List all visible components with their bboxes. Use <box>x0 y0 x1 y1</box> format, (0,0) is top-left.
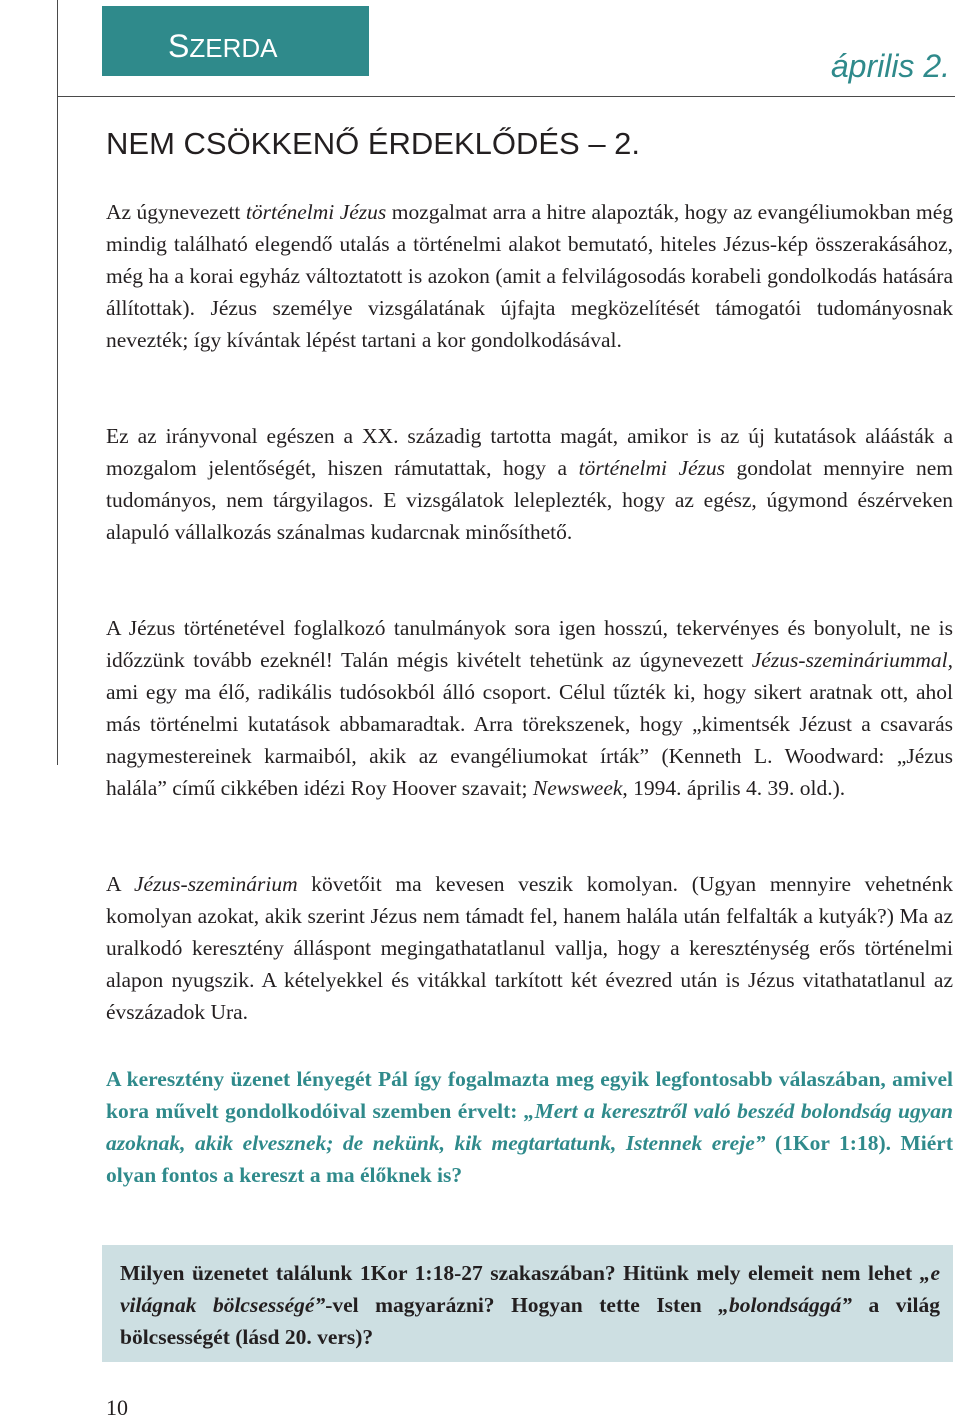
italic-phrase: „bolondsággá” <box>718 1293 853 1317</box>
day-initial: S <box>168 28 190 64</box>
paragraph-3: A Jézus történetével foglalkozó tanulmányok sora igen hosszú, tekervényes és bonyolult, ne is időzzünk tovább ezeknél! Talán mégis kivételt tehetünk az úgynevezett Jézus-szemináriummal, ami egy ma élő, radikális tudósokból álló csoport. Célul tűzték ki, hogy sikert aratnak ott, ahol más történelmi kutatások abbamaradtak. Arra törekszenek, hogy „kimentsék Jézust a csavarás nagymestereinek karmaiból, akik az evangéliumokat írták” (Kenneth L. Woodward: „Jézus halála” című cikkében idézi Roy Hoover szavait; Newsweek, 1994. április 4. 39. old.). <box>106 616 953 800</box>
header-rule <box>57 96 955 97</box>
paragraph-2: Ez az irányvonal egészen a XX. századig tartotta magát, amikor is az új kutatások aláásták a mozgalom jelentőségét, hiszen rámutattak, hogy a történelmi Jézus gondolat mennyire nem tudományos, nem tárgyilagos. E vizsgálatok leleplezték, hogy az egész, úgymond észérveken alapuló vállalkozás szánalmas kudarcnak minősíthető. <box>106 424 953 544</box>
day-label <box>168 26 277 68</box>
paragraph-1: Az úgynevezett történelmi Jézus mozgalmat arra a hitre alapozták, hogy az evangéliumokban még mindig található elegendő utalás a történelmi alakot bemutató, hiteles Jézus-kép összerakásához, még ha a korai egyház változtatott is azokon (amit a felvilágosodás korabeli gondolkodás hatására állítottak). Jézus személye vizsgálatának újfajta megközelítését támogatói tudományosnak nevezték; így kívántak lépést tartani a kor gondolkodásával. <box>106 200 953 352</box>
italic-term: történelmi Jézus <box>578 456 726 480</box>
discussion-question: Milyen üzenetet találunk 1Kor 1:18-27 szakaszában? Hitünk mely elemeit nem lehet „e világnak bölcsességé”-vel magyarázni? Hogyan tette Isten „bolondsággá” a világ bölcsességét (lásd 20. vers)? <box>120 1261 940 1349</box>
italic-term: Newsweek <box>532 776 623 800</box>
italic-phrase: „e világnak bölcsességé” <box>120 1261 940 1317</box>
highlight-paragraph: A keresztény üzenet lényegét Pál így fogalmazta meg egyik legfontosabb válaszában, amivel kora művelt gondolkodóival szemben érvelt: „Mert a keresztről való beszéd bolondság ugyan azoknak, akik elvesznek; de nekünk, kik megtartatunk, Istennek ereje” (1Kor 1:18). Miért olyan fontos a kereszt a ma élőknek is? <box>106 1067 953 1187</box>
day-rest: ZERDA <box>189 33 278 63</box>
date-label: április 2. <box>830 48 950 84</box>
paragraph-4: A Jézus-szeminárium követőit ma kevesen veszik komolyan. (Ugyan mennyire vehetnénk komolyan azokat, akik szerint Jézus nem támadt fel, hanem halála után felfalták a kutyák?) Ma az uralkodó keresztény álláspont megingathatatlanul vallja, hogy a kereszténység erős történelmi alapon nyugszik. A kételyekkel és vitákkal tarkított két évezred után is Jézus vitathatatlanul az évszázadok Ura. <box>106 872 953 1024</box>
italic-term: Jézus-szemináriummal, <box>751 648 953 672</box>
lesson-title: NEM CSÖKKENŐ ÉRDEKLŐDÉS – 2. <box>106 126 641 161</box>
page-number: 10 <box>106 1395 128 1420</box>
question-box <box>102 1245 953 1362</box>
margin-rule-vertical <box>57 0 58 765</box>
bible-quote: „Mert a keresztről való beszéd bolondság ugyan azoknak, akik elvesznek; de nekünk, kik megtartatunk, Istennek ereje” <box>106 1099 953 1155</box>
italic-term: Jézus-szeminárium <box>133 872 298 896</box>
day-banner <box>102 6 369 76</box>
italic-term: történelmi Jézus <box>245 200 387 224</box>
